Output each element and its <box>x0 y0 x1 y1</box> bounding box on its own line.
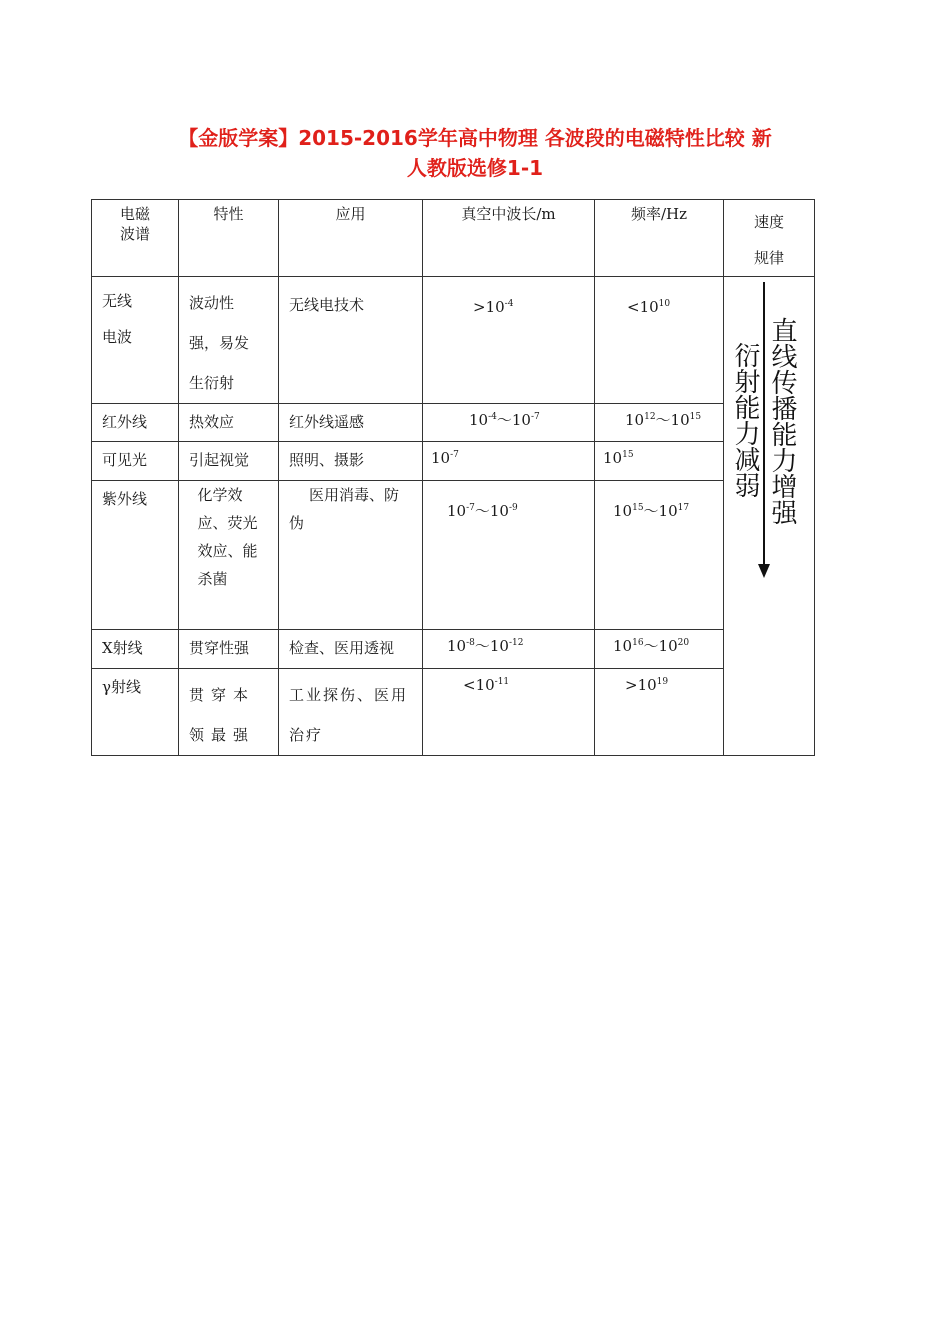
row-wavelength: $10^{-7}$ <box>423 442 595 481</box>
row-application: 医用消毒、防伪 <box>279 481 423 630</box>
row-property: 贯穿性强 <box>179 630 279 669</box>
speed-rule-left: 衍射能力减弱 <box>730 342 760 498</box>
title-line-2: 人教版选修1-1 <box>406 156 544 180</box>
row-property: 波动性强，易发生衍射 <box>179 277 279 404</box>
row-wavelength: $10^{-4}\sim 10^{-7}$ <box>423 404 595 442</box>
row-property: 化学效应、荧光效应、能杀菌 <box>179 481 279 630</box>
down-arrow-head <box>758 564 770 578</box>
row-name: 无线 电波 <box>92 277 179 404</box>
row-frequency: $10^{15}$ <box>595 442 724 481</box>
header-row <box>92 200 815 277</box>
row-name: X射线 <box>92 630 179 669</box>
row-application: 检查、医用透视 <box>279 630 423 669</box>
row-property: 引起视觉 <box>179 442 279 481</box>
header-application: 应用 <box>279 200 423 277</box>
row-wavelength: $>10^{-4}$ <box>423 277 595 404</box>
row-frequency: $10^{12}\sim 10^{15}$ <box>595 404 724 442</box>
row-application: 工业探伤、医用治疗 <box>279 669 423 756</box>
table-row <box>92 404 815 442</box>
header-speed: 速度 规律 <box>724 200 815 277</box>
row-application: 无线电技术 <box>279 277 423 404</box>
row-property: 贯穿本领最强 <box>179 669 279 756</box>
row-application: 照明、摄影 <box>279 442 423 481</box>
row-wavelength: $<10^{-11}$ <box>423 669 595 756</box>
header-property: 特性 <box>179 200 279 277</box>
row-name: 紫外线 <box>92 481 179 630</box>
table-row <box>92 277 815 404</box>
row-frequency: $10^{16}\sim 10^{20}$ <box>595 630 724 669</box>
header-spectrum: 电磁波谱 <box>92 200 179 277</box>
table-row <box>92 481 815 630</box>
table-row <box>92 669 815 756</box>
table-row <box>92 442 815 481</box>
row-name: 红外线 <box>92 404 179 442</box>
table-row <box>92 630 815 669</box>
em-spectrum-table <box>91 199 815 756</box>
row-frequency: $10^{15}\sim 10^{17}$ <box>595 481 724 630</box>
row-name: γ射线 <box>92 669 179 756</box>
row-property: 热效应 <box>179 404 279 442</box>
row-wavelength: $10^{-7}\sim 10^{-9}$ <box>423 481 595 630</box>
header-frequency: 频率/Hz <box>595 200 724 277</box>
title-line-1: 【金版学案】2015-2016学年高中物理 各波段的电磁特性比较 新 <box>178 126 772 150</box>
speed-rule-right: 直线传播能力增强 <box>767 317 797 525</box>
down-arrow-line <box>763 282 765 567</box>
row-name: 可见光 <box>92 442 179 481</box>
document-title <box>90 123 860 183</box>
speed-rule-cell <box>724 277 815 756</box>
header-wavelength: 真空中波长/m <box>423 200 595 277</box>
row-wavelength: $10^{-8}\sim 10^{-12}$ <box>423 630 595 669</box>
row-frequency: $<10^{10}$ <box>595 277 724 404</box>
row-application: 红外线遥感 <box>279 404 423 442</box>
row-frequency: $>10^{19}$ <box>595 669 724 756</box>
